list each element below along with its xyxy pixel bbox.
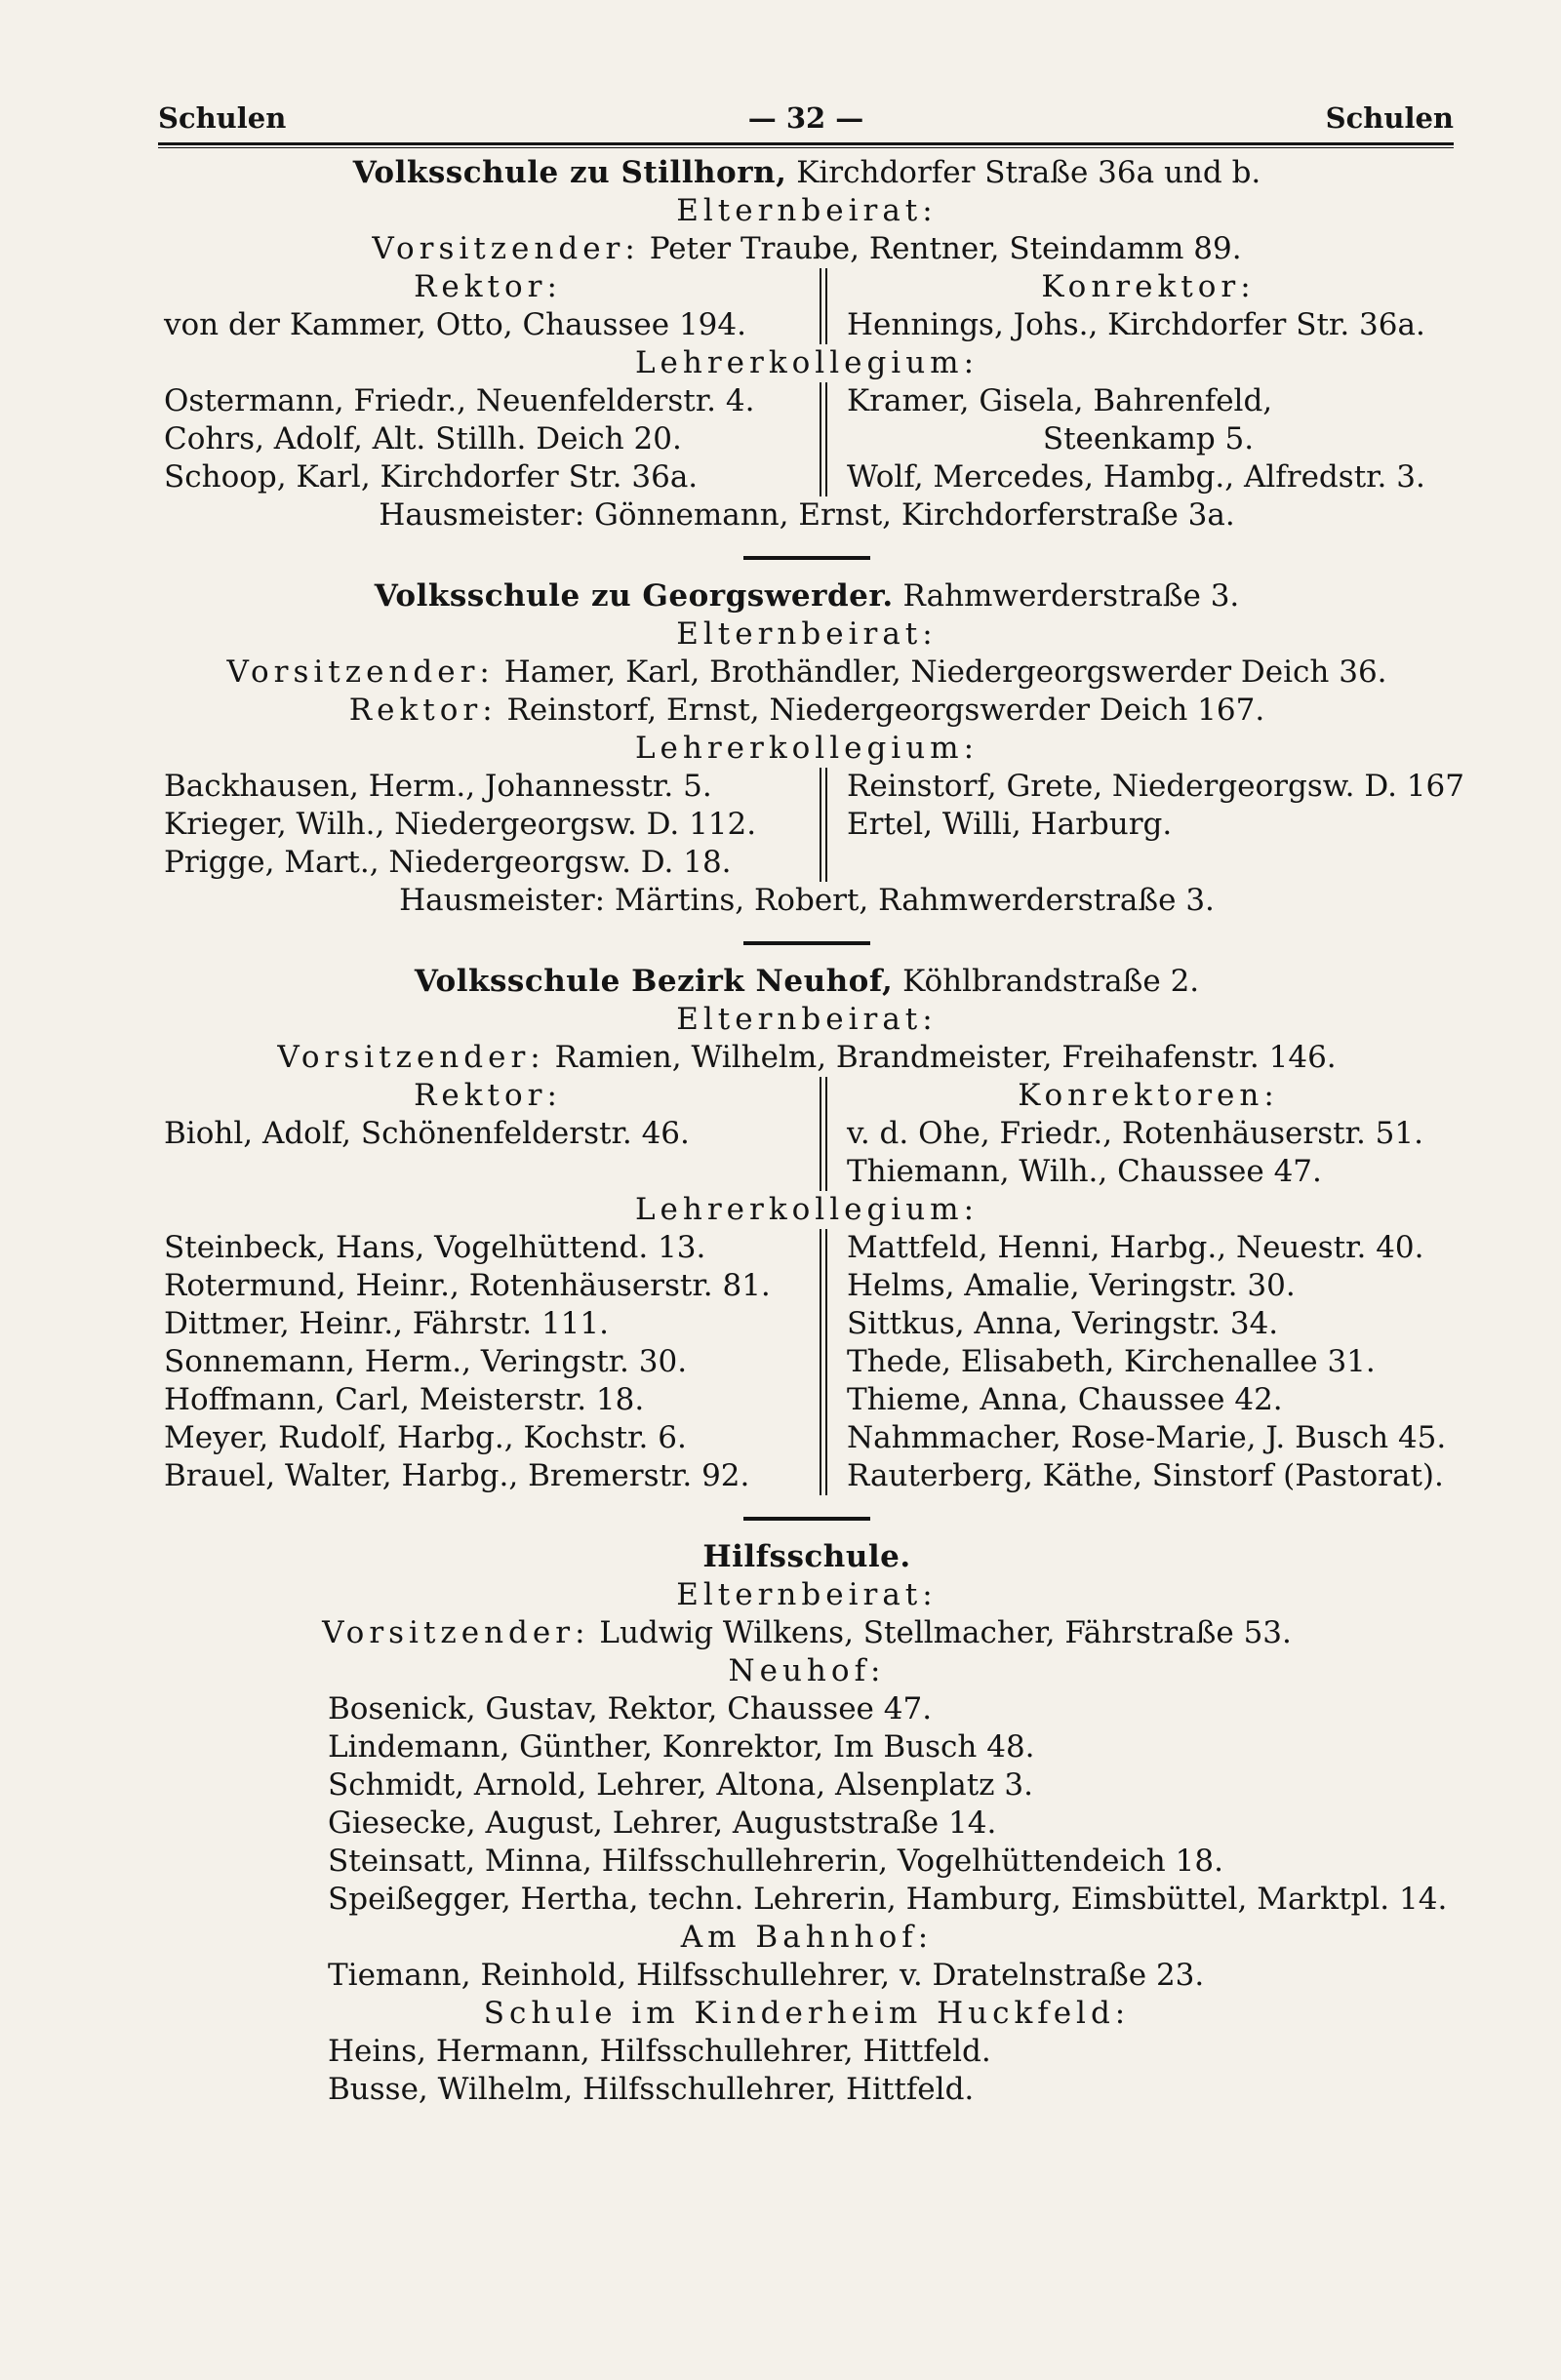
- teacher-row: [164, 1419, 1450, 1457]
- rektor-label: Rektor:: [414, 269, 562, 304]
- vorsitzender-label: Vorsitzender:: [226, 654, 495, 690]
- section-hilfsschule: [164, 1538, 1450, 2109]
- header-left: Schulen: [158, 101, 287, 135]
- teacher-row: [164, 1381, 1450, 1419]
- column-separator: [820, 1115, 827, 1153]
- teacher-row: [164, 806, 1450, 844]
- list-item: Steinsatt, Minna, Hilfsschullehrerin, Vogelhüttendeich 18.: [328, 1844, 1223, 1879]
- elternbeirat-heading: Elternbeirat:: [676, 1577, 938, 1612]
- teacher-right: Thede, Elisabeth, Kirchenallee 31.: [847, 1344, 1376, 1379]
- teacher-row: [164, 420, 1450, 458]
- column-separator: [820, 1343, 827, 1381]
- konrektor-value: Thiemann, Wilh., Chaussee 47.: [847, 1154, 1322, 1189]
- vorsitzender-label: Vorsitzender:: [277, 1040, 545, 1075]
- column-separator: [820, 382, 827, 420]
- list-item: Tiemann, Reinhold, Hilfsschullehrer, v. Dratelnstraße 23.: [328, 1958, 1205, 1993]
- teacher-left: Dittmer, Heinr., Fährstr. 111.: [164, 1306, 609, 1341]
- section-title: [164, 577, 1450, 615]
- rektor-konrektor-header: [164, 268, 1450, 306]
- teacher-row: [164, 1267, 1450, 1305]
- teacher-left: Sonnemann, Herm., Veringstr. 30.: [164, 1344, 688, 1379]
- teacher-right: Sittkus, Anna, Veringstr. 34.: [847, 1306, 1279, 1341]
- section-title: [164, 154, 1450, 192]
- teacher-left: Meyer, Rudolf, Harbg., Kochstr. 6.: [164, 1420, 687, 1455]
- hausmeister-line: Hausmeister: Gönnemann, Ernst, Kirchdorferstraße 3a.: [379, 497, 1235, 533]
- vorsitzender-line: [164, 1614, 1450, 1652]
- list-item: Busse, Wilhelm, Hilfsschullehrer, Hittfeld.: [328, 2072, 975, 2107]
- hausmeister-line: Hausmeister: Märtins, Robert, Rahmwerderstraße 3.: [399, 883, 1215, 918]
- vorsitzender-line: [164, 230, 1450, 268]
- column-separator: [820, 1381, 827, 1419]
- teacher-right: Kramer, Gisela, Bahrenfeld,: [847, 383, 1273, 418]
- neuhof-heading: Neuhof:: [728, 1653, 886, 1688]
- teacher-left: Schoop, Karl, Kirchdorfer Str. 36a.: [164, 459, 699, 495]
- page-number: — 32 —: [747, 101, 864, 135]
- vorsitzender-line: [164, 654, 1450, 692]
- teacher-row: [164, 1229, 1450, 1267]
- school-address: Köhlbrandstraße 2.: [902, 964, 1200, 999]
- teacher-left: Krieger, Wilh., Niedergeorgsw. D. 112.: [164, 807, 757, 842]
- column-separator: [820, 306, 827, 344]
- rektor-line: [164, 692, 1450, 730]
- konrektoren-values: [164, 1153, 1450, 1191]
- rektor-value: Biohl, Adolf, Schönenfelderstr. 46.: [164, 1116, 690, 1151]
- elternbeirat-heading: Elternbeirat:: [676, 616, 938, 652]
- column-separator: [820, 1457, 827, 1495]
- column-separator: [820, 458, 827, 496]
- column-separator: [820, 1077, 827, 1115]
- list-item: Schmidt, Arnold, Lehrer, Altona, Alsenplatz 3.: [328, 1767, 1033, 1803]
- vorsitzender-value: Ramien, Wilhelm, Brandmeister, Freihafenstr. 146.: [554, 1040, 1337, 1075]
- header-right: Schulen: [1325, 101, 1454, 135]
- section-divider: [743, 941, 870, 945]
- list-item: Bosenick, Gustav, Rektor, Chaussee 47.: [328, 1691, 933, 1726]
- school-name: Volksschule Bezirk Neuhof,: [414, 964, 894, 999]
- list-item: Speißegger, Hertha, techn. Lehrerin, Hamburg, Eimsbüttel, Marktpl. 14.: [328, 1882, 1448, 1917]
- teacher-left: Ostermann, Friedr., Neuenfelderstr. 4.: [164, 383, 755, 418]
- column-separator: [820, 1153, 827, 1191]
- vorsitzender-value: Hamer, Karl, Brothändler, Niedergeorgswerder Deich 36.: [503, 654, 1387, 690]
- rektor-konrektor-values: [164, 306, 1450, 344]
- teacher-row: [164, 1305, 1450, 1343]
- header-rule: [158, 142, 1454, 148]
- rektor-value: Reinstorf, Ernst, Niedergeorgswerder Deich 167.: [506, 693, 1265, 728]
- teacher-right: Reinstorf, Grete, Niedergeorgsw. D. 167: [847, 769, 1464, 804]
- konrektoren-label: Konrektoren:: [1018, 1078, 1279, 1113]
- konrektor-label: Konrektor:: [1041, 269, 1256, 304]
- teacher-row: [164, 382, 1450, 420]
- vorsitzender-label: Vorsitzender:: [372, 231, 640, 266]
- column-separator: [820, 420, 827, 458]
- section-divider: [743, 1517, 870, 1521]
- lehrerkollegium-heading: Lehrerkollegium:: [634, 345, 980, 380]
- konrektor-value: v. d. Ohe, Friedr., Rotenhäuserstr. 51.: [847, 1116, 1423, 1151]
- rektor-value: von der Kammer, Otto, Chaussee 194.: [164, 307, 746, 342]
- vorsitzender-value: Ludwig Wilkens, Stellmacher, Fährstraße 53.: [599, 1615, 1292, 1650]
- column-separator: [820, 1419, 827, 1457]
- teacher-row: [164, 1343, 1450, 1381]
- column-separator: [820, 1305, 827, 1343]
- section-title: [164, 963, 1450, 1001]
- teacher-right: Steenkamp 5.: [1042, 421, 1255, 456]
- page-content: [164, 154, 1464, 2115]
- section-georgswerder: [164, 577, 1464, 920]
- column-separator: [820, 1267, 827, 1305]
- teacher-row: [164, 1457, 1450, 1495]
- teacher-right: Rauterberg, Käthe, Sinstorf (Pastorat).: [847, 1458, 1444, 1493]
- rektor-label: Rektor:: [348, 693, 498, 728]
- list-item: Heins, Hermann, Hilfsschullehrer, Hittfeld.: [328, 2034, 991, 2069]
- teacher-right: Nahmmacher, Rose-Marie, J. Busch 45.: [847, 1420, 1447, 1455]
- section-divider: [743, 556, 870, 560]
- elternbeirat-heading: Elternbeirat:: [676, 1002, 938, 1037]
- teacher-row: [164, 844, 1450, 882]
- rektor-label: Rektor:: [414, 1078, 562, 1113]
- school-name: Volksschule zu Georgswerder.: [374, 578, 894, 614]
- rektor-konrektoren-header: [164, 1077, 1450, 1115]
- column-separator: [820, 844, 827, 882]
- teacher-right: Helms, Amalie, Veringstr. 30.: [847, 1268, 1296, 1303]
- teacher-row: [164, 768, 1464, 806]
- section-title: [164, 1538, 1450, 1576]
- teacher-right: Mattfeld, Henni, Harbg., Neuestr. 40.: [847, 1230, 1424, 1265]
- section-stillhorn: [164, 154, 1450, 535]
- bahnhof-heading: Am Bahnhof:: [680, 1920, 934, 1955]
- column-separator: [820, 1229, 827, 1267]
- teacher-left: Brauel, Walter, Harbg., Bremerstr. 92.: [164, 1458, 750, 1493]
- elternbeirat-heading: Elternbeirat:: [676, 193, 938, 228]
- vorsitzender-label: Vorsitzender:: [322, 1615, 590, 1650]
- teacher-right: Ertel, Willi, Harburg.: [847, 807, 1173, 842]
- school-name: Hilfsschule.: [702, 1539, 911, 1574]
- vorsitzender-line: [164, 1039, 1450, 1077]
- teacher-right: Thieme, Anna, Chaussee 42.: [847, 1382, 1283, 1417]
- column-separator: [820, 806, 827, 844]
- teacher-left: Rotermund, Heinr., Rotenhäuserstr. 81.: [164, 1268, 771, 1303]
- column-separator: [820, 768, 827, 806]
- school-address: Kirchdorfer Straße 36a und b.: [796, 155, 1261, 190]
- column-separator: [820, 268, 827, 306]
- teacher-left: Backhausen, Herm., Johannesstr. 5.: [164, 769, 712, 804]
- list-item: Lindemann, Günther, Konrektor, Im Busch 48.: [328, 1729, 1035, 1765]
- vorsitzender-value: Peter Traube, Rentner, Steindamm 89.: [649, 231, 1242, 266]
- list-item: Giesecke, August, Lehrer, Auguststraße 14.: [328, 1805, 997, 1841]
- teacher-left: Cohrs, Adolf, Alt. Stillh. Deich 20.: [164, 421, 682, 456]
- page-header: [158, 101, 1454, 140]
- teacher-right: Wolf, Mercedes, Hambg., Alfredstr. 3.: [847, 459, 1425, 495]
- konrektor-value: Hennings, Johs., Kirchdorfer Str. 36a.: [847, 307, 1425, 342]
- teacher-left: Prigge, Mart., Niedergeorgsw. D. 18.: [164, 845, 732, 880]
- lehrerkollegium-heading: Lehrerkollegium:: [634, 1192, 980, 1227]
- teacher-left: Hoffmann, Carl, Meisterstr. 18.: [164, 1382, 645, 1417]
- teacher-left: Steinbeck, Hans, Vogelhüttend. 13.: [164, 1230, 706, 1265]
- rektor-konrektoren-values: [164, 1115, 1450, 1153]
- section-neuhof: [164, 963, 1450, 1495]
- teacher-row: [164, 458, 1450, 496]
- school-address: Rahmwerderstraße 3.: [902, 578, 1240, 614]
- school-name: Volksschule zu Stillhorn,: [352, 155, 787, 190]
- kinderheim-heading: Schule im Kinderheim Huckfeld:: [483, 1996, 1131, 2031]
- lehrerkollegium-heading: Lehrerkollegium:: [634, 731, 980, 766]
